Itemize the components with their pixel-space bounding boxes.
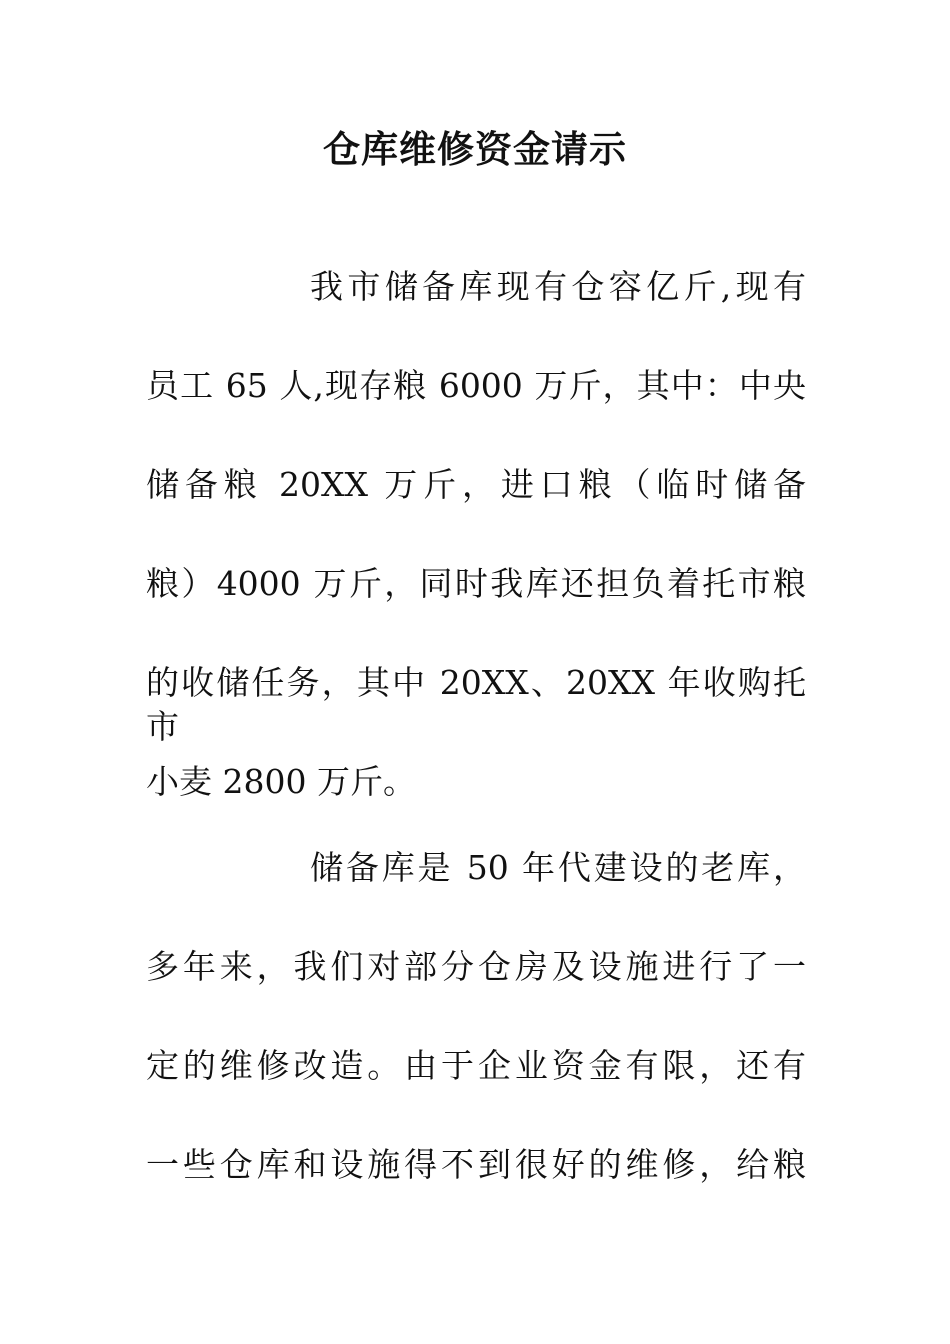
paragraph-1-line-2: 员工 65 人,现存粮 6000 万斤，其中：中央 [146,366,806,405]
paragraph-1-line-4: 粮）4000 万斤，同时我库还担负着托市粮 [146,564,806,603]
paragraph-2-line-2: 多年来，我们对部分仓房及设施进行了一 [146,947,806,986]
paragraph-2-line-1: 储备库是 50 年代建设的老库， [310,848,806,887]
paragraph-2-line-3: 定的维修改造。由于企业资金有限，还有 [146,1046,806,1085]
paragraph-1-line-1: 我市储备库现有仓容亿斤,现有 [310,267,806,306]
paragraph-1-line-3: 储备粮 20XX 万斤，进口粮（临时储备 [146,465,806,504]
paragraph-2-line-4: 一些仓库和设施得不到很好的维修，给粮 [146,1145,806,1184]
paragraph-1-line-5: 的收储任务，其中 20XX、20XX 年收购托市 [146,663,806,746]
document-title: 仓库维修资金请示 [323,128,627,171]
paragraph-1-line-6: 小麦 2800 万斤。 [146,762,416,801]
